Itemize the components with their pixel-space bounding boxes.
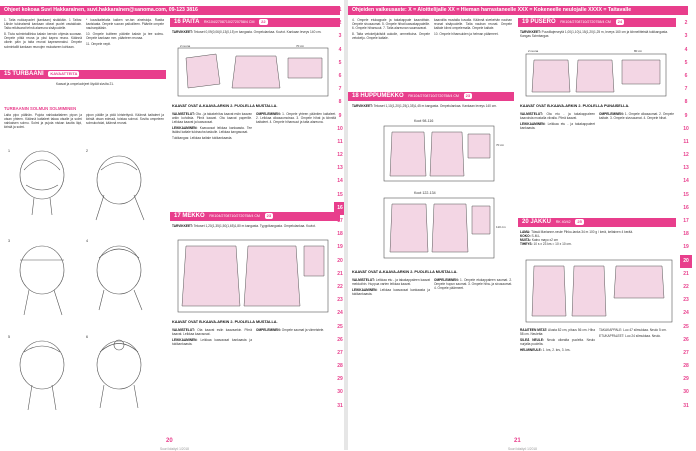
- sec19-col2: OMPELEMINEN: 1. Ompele olkasaumat. 2. Ompele kaitale. 3. Ompele sivusaumat. 4. Ompele hihat.: [599, 112, 674, 121]
- number-tab-15[interactable]: 15: [337, 191, 343, 198]
- intro-col1: 1. Taita nukkapuolet (kankaan) sisäkkäin. 1 Taitos: Lähde tukinaisesti kankaan oikeat puolet vastakkain. Taita reikävarat tehnä alareuna sisäpuolelle. 8. Tiuta solmintalliinka kaksin kerroin ohjesta suoraan. Ompele pitkä reuna ja yksi kapea reuna. Käännä oikein päin ja taita reunat kapeammaksi. Ompele solmintallit kankaan reunojen mukaiseen kohtaan.: [4, 18, 82, 49]
- sec18-label-b: Koot 122-134: [414, 191, 436, 195]
- section-18-header: 18 HUPPUMEKKO RK104/2708710/2720758/4 CM 23: [348, 92, 514, 101]
- number-tab-1[interactable]: 1: [684, 7, 688, 13]
- sec18-label-d: 110 cm: [496, 225, 506, 229]
- number-tab-6[interactable]: 6: [684, 72, 688, 79]
- right-col1-text: 4. Ompele etukappale ja takakappale kaavoittain. Ompele sivusaumat. 5. Ompele hihat kaavakappaleille. 6. Ompele hihansuut. 7. Taita alareunan saumavarat. 8. Taita vetoketjukiiskit aukolle, ommeltuina. Ompele vetoketju. Ompele kaitale.: [352, 18, 430, 41]
- sec16-col2: OMPELEMINEN: 1. Ompele yhteen pääntien kaitaleet. 2. Leikkaa olkasaumoissa. 3. Ompele hihat ja kiinnitä kaitaleet. 4. Ompele hihansuut ja taita alareuna.: [256, 112, 337, 125]
- left-page-number: 20: [166, 438, 173, 444]
- left-page: [0, 0, 343, 451]
- number-tab-21[interactable]: 21: [683, 270, 689, 277]
- turbaani-steps-illustration: [4, 140, 164, 430]
- number-tab-14[interactable]: 14: [337, 178, 343, 185]
- sec17-cutting-layout: [176, 236, 334, 316]
- number-tab-10[interactable]: 10: [683, 125, 689, 132]
- number-tab-12[interactable]: 12: [683, 152, 689, 159]
- number-tab-25[interactable]: 25: [683, 323, 689, 330]
- number-tab-5[interactable]: 5: [338, 59, 342, 66]
- right-col2-text: kaavoilta mustalla kuvalla. Käännä sivekehän nauhan reunat sisäpuolelle. Taita nauhan reunat. Ompele kaitale kiinni ompelemalla. Ompele kaitale. 10. Ompele hihansuiden ja helman päärmeet.: [434, 18, 512, 37]
- sec17-col1: VALMISTELUT: Ota kaavat esiin kaavaarkin. Piirrä kaavat. Leikkaa kaavaosat. LEIKKAAMINEN: Leikkaa kaavaosat kankaasta ja tukikankaasta.: [172, 328, 253, 347]
- number-tab-20[interactable]: 20: [680, 255, 692, 268]
- section-19-header: 19 PUSERO RK104/2708710/2720758/4 CM 24: [518, 18, 676, 27]
- sec20-col2: TAKAKAPPALE: Luo 47 silmukkaa. Neulo 5 cm. ETUKAPPALEET: Luo 24 silmukkaa. Neulo.: [599, 328, 667, 339]
- number-tab-2[interactable]: 2: [338, 20, 342, 27]
- number-tab-12[interactable]: 12: [337, 152, 343, 159]
- sec16-width-label: 70 cm: [296, 44, 305, 48]
- section-16-header: 16 PAITA RK104/2708710/2720758/4 CM 22: [170, 18, 340, 27]
- number-tab-31[interactable]: 31: [337, 402, 343, 409]
- number-tab-22[interactable]: 22: [683, 283, 689, 290]
- turbaani-step-3-label: 3: [8, 239, 10, 243]
- turbaani-step-5-label: 5: [8, 335, 10, 339]
- number-tab-28[interactable]: 28: [683, 363, 689, 370]
- number-tab-26[interactable]: 26: [683, 336, 689, 343]
- sec17-tarvikkeet: TARVIKKEET: Tekoset 1,20(1,35)1,50(1,65)1,80 m kangasta. Tyyppikangasta. Ompelulankaa. Kuviot.: [172, 224, 316, 228]
- number-tab-15[interactable]: 15: [683, 191, 689, 198]
- sec18-col2: OMPELEMINEN: 1. Ompele etukappaleen saumat. 2. Ompele hupun saumat. 3. Ompele hiha- ja sivusaumat. 4. Ompele päärmeet.: [434, 278, 512, 291]
- number-tab-29[interactable]: 29: [683, 376, 689, 383]
- number-tab-17[interactable]: 17: [683, 218, 689, 224]
- section-17-header: 17 MEKKO RK104/2708710/2720758/4 CM 23: [170, 212, 340, 221]
- number-tab-27[interactable]: 27: [683, 349, 689, 356]
- left-header: Ohjeet kokoaa Suvi Hakkarainen, suvi.hakkarainen@sanoma.com, 09-123 3816: [0, 6, 340, 15]
- sec16-col1: VALMISTELUT: Ota - ja takakehitus kaavat esiin kaavan arkin kohdista. Piirrä kaavat. Ota kaavat paperille. Leikkaa kaavat ja kaavaosat. LEIKKAAMINEN: Kaavaosat leikkaa kankaasta. Tee lisäksi kaitale tukinauha taskulle. Leikkaa kangasosat. Tukikangas: Leikkaa kaitale tukikankaasta.: [172, 112, 253, 141]
- sec16-tarvikkeet: TARVIKKEET: Tekoset 0,09(0,06)0,13(0,15) m kangasta. Ompelulankaa. Kuviot. Kankaan leveys 140 cm.: [172, 30, 322, 34]
- sec18-tarvikkeet: TARVIKKEET: Tekoset 1,10(1,20)1,25(1,35)1,45 m kangasta. Ompelulankaa. Kankaan leveys 140 cm.: [352, 104, 497, 108]
- number-tab-19[interactable]: 19: [337, 244, 343, 251]
- number-tab-2[interactable]: 2: [684, 20, 688, 27]
- number-tab-17[interactable]: 17: [337, 218, 343, 224]
- number-tab-5[interactable]: 5: [684, 59, 688, 66]
- number-tab-9[interactable]: 9: [338, 112, 342, 119]
- number-tab-6[interactable]: 6: [338, 72, 342, 79]
- sec19-width-label: 80 cm: [634, 49, 643, 53]
- turbaani-subtitle: Kaavat ja ompeluohjeet löydät sivulta 21.: [56, 82, 114, 86]
- number-tab-26[interactable]: 26: [337, 336, 343, 343]
- number-tab-18[interactable]: 18: [683, 231, 689, 238]
- number-tab-7[interactable]: 7: [684, 86, 688, 93]
- number-tab-16[interactable]: 16: [334, 202, 346, 215]
- sec18-label-a: Koot 98-116: [414, 119, 434, 123]
- number-tab-1[interactable]: 1: [338, 7, 342, 13]
- section-20-header: 20 JAKKU RK 40/42 25: [518, 218, 676, 227]
- number-tab-11[interactable]: 11: [337, 138, 343, 145]
- number-tab-7[interactable]: 7: [338, 86, 342, 93]
- number-tab-9[interactable]: 9: [684, 112, 688, 119]
- number-tab-13[interactable]: 13: [337, 165, 343, 172]
- sec19-caption: KAAVAT OVAT B-KAAVA-ARKIN 2. PUOLELLA PUNAISELLA.: [520, 104, 630, 108]
- sec18-label-c: 70 cm: [496, 143, 505, 147]
- number-tab-18[interactable]: 18: [337, 231, 343, 238]
- number-tab-31[interactable]: 31: [683, 402, 689, 409]
- number-tab-16[interactable]: 16: [683, 204, 689, 211]
- section-15-header: 15 TURBAANI KAVAATTEITA: [0, 70, 166, 79]
- left-footer: Suuri käsityö 1/2018: [160, 447, 189, 451]
- turbaani-text-2: pipon päälle ja pidä kiristettynä. Käännä kaitaleet ja kiristä otsan edessä, toistaa solmut. Sovita ompeleen solmukohdat, käännä reunat.: [86, 113, 164, 126]
- right-number-tabs: [680, 4, 692, 413]
- sec16-cutting-layout: [176, 44, 334, 100]
- turbaani-step-1-label: 1: [8, 149, 10, 153]
- number-tab-20[interactable]: 20: [337, 257, 343, 264]
- right-header: Ohjeiden vaikeusaste: X = Aloittelijalle XX = Hieman harrastaneelle XXX = Kokeneelle neulojalle XXXX = Taitavalle: [348, 6, 688, 15]
- turbaani-step-2-label: 2: [86, 149, 88, 153]
- number-tab-4[interactable]: 4: [338, 46, 342, 53]
- number-tab-25[interactable]: 25: [337, 323, 343, 330]
- number-tab-27[interactable]: 27: [337, 349, 343, 356]
- sec16-fold-label: 2 reuna: [180, 44, 191, 48]
- number-tab-30[interactable]: 30: [337, 389, 343, 396]
- sec19-fold-label: 2 reuna: [528, 49, 539, 53]
- number-tab-24[interactable]: 24: [683, 310, 689, 317]
- number-tab-22[interactable]: 22: [337, 283, 343, 290]
- number-tab-23[interactable]: 23: [337, 297, 343, 304]
- sec16-caption: KAAVAT OVAT A-KAAVA-ARKIN 2. PUOLELLA MUSTALLA.: [172, 104, 278, 108]
- sec17-col2: OMPELEMINEN: Ompele saumat ja viimeistele.: [256, 328, 325, 332]
- sec20-info: LAMA: Tässä Marianne-neule Pihko-lanka 34 m 100 g / kerä, keltainen 4 kerää. KOKO: S-M-L MUITA: Kaino mayo x2 cm TIHEYS: 10 s x 23 krs = 10 x 10 cm.: [520, 230, 633, 247]
- number-tab-11[interactable]: 11: [683, 138, 689, 145]
- turbaani-text-1: Laita pipo päähän. Pujota nahkakaitaleen pipon ja otsan yhteen. Käännä kaitaleet takaa otsalle ja solmi nahkaisen solmu. Solmi ja pujota niskan kautta läpi, kiristä ja solmi.: [4, 113, 82, 130]
- sec19-tarvikkeet: TARVIKKEET: Puuvillajerseytä 1,00(1,10)1,15(1,20)1,25 m, leveys 160 cm ja kiinnelitteistä tukikangasta. Kangas Szimbargas: [520, 30, 668, 39]
- sec20-knit-chart: [524, 258, 674, 324]
- turbaani-step-4-label: 4: [86, 239, 88, 243]
- sec20-col1: RAAITEEN MITAT: Alusta 82 cm, pituus 56 cm. Hiha 58 cm. Neuletta: SILEÄ NEULE: Neulo oikealta puolelta. Neulo nurjalta puolelta. HELMINEULE: 1. krs, 2. krs, 3. krs.: [520, 328, 595, 353]
- number-tab-21[interactable]: 21: [337, 270, 343, 277]
- number-tab-14[interactable]: 14: [683, 178, 689, 185]
- turbaani-step-6-label: 6: [86, 335, 88, 339]
- intro-col2: * kuusikaitelaita kaiken se-tan aineistoja. Rastta kaxisiaata. Ompele suoran paikoilleen. Pääntie ompele nauhanpääsin. 10. Ompele kuitteen pääntie kaksin ja tee solmu. Ompele kankaan mm. päänteen reunaa. 11. Ompele nepit.: [86, 18, 164, 47]
- number-tab-19[interactable]: 19: [683, 244, 689, 251]
- number-tab-8[interactable]: 8: [338, 99, 342, 106]
- number-tab-28[interactable]: 28: [337, 363, 343, 370]
- sec17-caption: KAAVAT OVAT B-KAAVA-ARKIN 2. PUOLELLA MUSTALLA.: [172, 320, 278, 324]
- number-tab-3[interactable]: 3: [684, 33, 688, 40]
- turbaani-title: TURBAANIN SOLMUN SOLMIMINEN: [4, 106, 77, 111]
- sec18-caption: KAAVAT OVAT A-KAAVA-ARKIN 2. PUOLELLA MUSTALLA.: [352, 270, 458, 274]
- right-page: [348, 0, 688, 450]
- sec18-cutting-layout: [354, 116, 512, 266]
- sec18-col1: VALMISTELUT: Leikkaa etu - ja takakappaleen kaavat mekkoihin. Huppua varten leikkaa kaavat. LEIKKAAMINEN: Leikkaa kaavaosat kankaasta ja tukikankaasta.: [352, 278, 431, 297]
- number-tab-8[interactable]: 8: [684, 99, 688, 106]
- number-tab-23[interactable]: 23: [683, 297, 689, 304]
- right-footer: Suuri käsityö 1/2018: [508, 447, 537, 451]
- right-page-number: 21: [514, 438, 521, 444]
- number-tab-3[interactable]: 3: [338, 33, 342, 40]
- number-tab-24[interactable]: 24: [337, 310, 343, 317]
- number-tab-4[interactable]: 4: [684, 46, 688, 53]
- number-tab-29[interactable]: 29: [337, 376, 343, 383]
- number-tab-13[interactable]: 13: [683, 165, 689, 172]
- sec19-cutting-layout: [524, 48, 672, 100]
- number-tab-30[interactable]: 30: [683, 389, 689, 396]
- number-tab-10[interactable]: 10: [337, 125, 343, 132]
- sec19-col1: VALMISTELUT: Ota etu - ja takakappaleen kaavoista mustalla viivalla. Piirrä kaavat. LEIKKAAMINEN: Leikkaa etu - ja takakappaleet kankaasta.: [520, 112, 596, 131]
